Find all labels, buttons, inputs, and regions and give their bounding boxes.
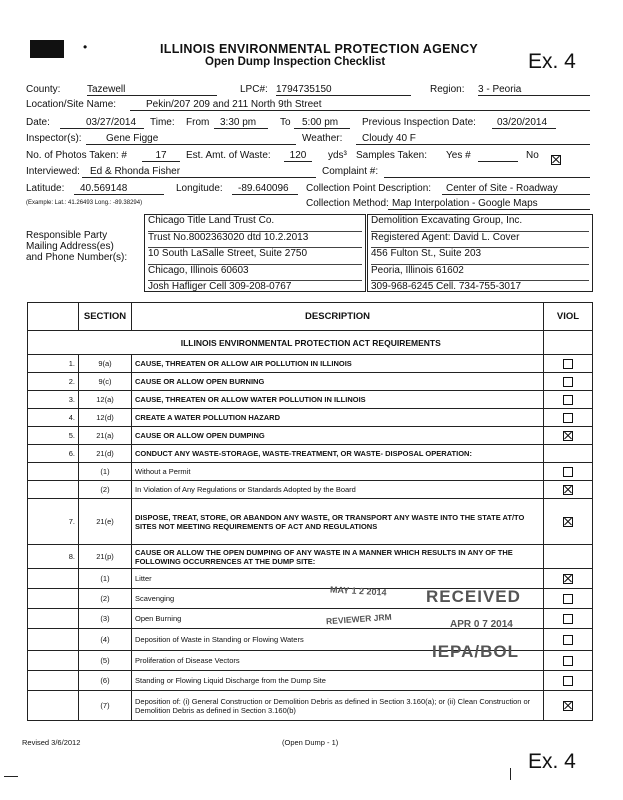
rp1-line: Trust No.8002363020 dtd 10.2.2013	[148, 232, 362, 249]
row-description: DISPOSE, TREAT, STORE, OR ABANDON ANY WASTE, OR TRANSPORT ANY WASTE INTO THE STATE AT/TO SITES NOT MEETING REQUIREMENTS OF ACT AND REGULATIONS	[132, 499, 544, 545]
row-description: CAUSE, THREATEN OR ALLOW WATER POLLUTION IN ILLINOIS	[132, 391, 544, 409]
row-number: 7.	[28, 499, 79, 545]
viol-checkbox[interactable]	[563, 359, 573, 369]
longitude-value: -89.640096	[232, 183, 298, 195]
rp2-line: Peoria, Illinois 61602	[371, 265, 589, 282]
rp1-line: Chicago Title Land Trust Co.	[148, 215, 362, 232]
rp1-line: Josh Hafliger Cell 309-208-0767	[148, 281, 292, 292]
row-viol	[544, 589, 593, 609]
waste-unit: yds³	[328, 150, 347, 161]
row-section: (5)	[79, 651, 132, 671]
viol-checkbox[interactable]	[563, 594, 573, 604]
table-header-row	[28, 303, 593, 331]
row-description: In Violation of Any Regulations or Standards Adopted by the Board	[132, 481, 544, 499]
table-row	[28, 691, 593, 721]
row-description: Deposition of Waste in Standing or Flowing Waters	[132, 629, 544, 651]
photos-label: No. of Photos Taken: #	[26, 150, 127, 161]
lpc-label: LPC#:	[240, 84, 268, 95]
exhibit-label-top: Ex. 4	[528, 50, 576, 73]
longitude-label: Longitude:	[176, 183, 223, 194]
time-to-value: 5:00 pm	[294, 117, 350, 129]
row-number	[28, 589, 79, 609]
latitude-label: Latitude:	[26, 183, 65, 194]
table-row	[28, 671, 593, 691]
interviewed-value: Ed & Rhonda Fisher	[82, 166, 316, 178]
row-viol	[544, 671, 593, 691]
row-section: 21(p)	[79, 545, 132, 569]
row-viol	[544, 545, 593, 569]
viol-checkbox-checked[interactable]	[563, 517, 573, 527]
viol-checkbox-checked[interactable]	[563, 431, 573, 441]
row-description: Scavenging	[132, 589, 544, 609]
row-viol	[544, 409, 593, 427]
row-viol	[544, 391, 593, 409]
group-heading-row	[28, 331, 593, 355]
complaint-field	[384, 166, 590, 178]
rp1-line: 10 South LaSalle Street, Suite 2750	[148, 248, 362, 265]
weather-value: Cloudy 40 F	[356, 133, 590, 145]
row-section: (1)	[79, 569, 132, 589]
row-number: 3.	[28, 391, 79, 409]
weather-label: Weather:	[302, 133, 343, 144]
row-description: Open Burning	[132, 609, 544, 629]
row-section: (2)	[79, 589, 132, 609]
row-viol	[544, 651, 593, 671]
location-value: Pekin/207 209 and 211 North 9th Street	[130, 99, 590, 111]
row-viol	[544, 499, 593, 545]
table-row	[28, 499, 593, 545]
inspectors-label: Inspector(s):	[26, 133, 82, 144]
date-label: Date:	[26, 117, 50, 128]
row-section: (2)	[79, 481, 132, 499]
interviewed-label: Interviewed:	[26, 166, 80, 177]
rp1-line: Chicago, Illinois 60603	[148, 265, 362, 282]
previous-inspection-value: 03/20/2014	[492, 117, 556, 129]
previous-inspection-label: Previous Inspection Date:	[362, 117, 476, 128]
apr-date-stamp: APR 0 7 2014	[450, 619, 513, 630]
table-row	[28, 355, 593, 373]
table-row	[28, 463, 593, 481]
waste-amount-value: 120	[284, 150, 312, 162]
row-section: 12(a)	[79, 391, 132, 409]
row-description: CAUSE, THREATEN OR ALLOW AIR POLLUTION IN ILLINOIS	[132, 355, 544, 373]
row-viol	[544, 373, 593, 391]
row-description: CREATE A WATER POLLUTION HAZARD	[132, 409, 544, 427]
form-subtitle: Open Dump Inspection Checklist	[205, 56, 386, 68]
viol-checkbox-checked[interactable]	[563, 701, 573, 711]
row-description: Standing or Flowing Liquid Discharge from the Dump Site	[132, 671, 544, 691]
row-description: CAUSE OR ALLOW THE OPEN DUMPING OF ANY WASTE IN A MANNER WHICH RESULTS IN ANY OF THE FOLLOWING OCCURRENCES AT THE DUMP SITE:	[132, 545, 544, 569]
row-number: 5.	[28, 427, 79, 445]
region-label: Region:	[430, 84, 465, 95]
responsible-party-1	[144, 214, 366, 292]
row-number	[28, 629, 79, 651]
samples-no-checkbox[interactable]	[551, 155, 561, 165]
row-section: (7)	[79, 691, 132, 721]
row-number: 6.	[28, 445, 79, 463]
row-number: 8.	[28, 545, 79, 569]
row-description: CONDUCT ANY WASTE-STORAGE, WASTE-TREATMENT, OR WASTE- DISPOSAL OPERATION:	[132, 445, 544, 463]
county-label: County:	[26, 84, 61, 95]
row-section: (6)	[79, 671, 132, 691]
row-number: 2.	[28, 373, 79, 391]
example-coordinates: (Example: Lat.: 41.26493 Long.: -89.38294)	[26, 200, 143, 206]
collection-point-value: Center of Site - Roadway	[442, 183, 590, 195]
region-value: 3 - Peoria	[478, 84, 590, 96]
collection-method-value: Map Interpolation - Google Maps	[388, 198, 590, 210]
complaint-label: Complaint #:	[322, 166, 379, 177]
waste-amount-label: Est. Amt. of Waste:	[186, 150, 271, 161]
viol-checkbox-checked[interactable]	[563, 574, 573, 584]
redaction-block	[30, 40, 64, 58]
row-viol	[544, 463, 593, 481]
row-description: CAUSE OR ALLOW OPEN BURNING	[132, 373, 544, 391]
viol-checkbox-checked[interactable]	[563, 485, 573, 495]
row-number	[28, 609, 79, 629]
table-row	[28, 481, 593, 499]
row-section: (3)	[79, 609, 132, 629]
row-number: 1.	[28, 355, 79, 373]
row-description: Litter	[132, 569, 544, 589]
viol-checkbox[interactable]	[563, 676, 573, 686]
row-viol	[544, 445, 593, 463]
row-description: CAUSE OR ALLOW OPEN DUMPING	[132, 427, 544, 445]
page-label: (Open Dump - 1)	[282, 738, 339, 747]
lpc-value: 1794735150	[276, 84, 411, 96]
collection-point-label: Collection Point Description:	[306, 183, 432, 194]
row-section: 12(d)	[79, 409, 132, 427]
iepa-stamp: IEPA/BOL	[432, 642, 520, 661]
rp2-line: Demolition Excavating Group, Inc.	[371, 215, 589, 232]
row-number	[28, 671, 79, 691]
viol-checkbox[interactable]	[563, 377, 573, 387]
responsible-party-label: Responsible Party Mailing Address(es) and Phone Number(s):	[26, 230, 128, 263]
row-viol	[544, 427, 593, 445]
row-section: 21(d)	[79, 445, 132, 463]
row-viol	[544, 609, 593, 629]
row-section: 21(e)	[79, 499, 132, 545]
row-number	[28, 481, 79, 499]
time-label: Time:	[150, 117, 175, 128]
samples-label: Samples Taken:	[356, 150, 427, 161]
from-label: From	[186, 117, 210, 128]
received-stamp: RECEIVED	[426, 587, 521, 606]
rp2-line: Registered Agent: David L. Cover	[371, 232, 589, 249]
collection-method-label: Collection Method:	[306, 198, 389, 209]
row-viol	[544, 629, 593, 651]
row-number	[28, 569, 79, 589]
date-stamp: MAY 1 2 2014	[329, 584, 387, 598]
table-row	[28, 373, 593, 391]
table-row	[28, 445, 593, 463]
row-description: Deposition of: (i) General Construction or Demolition Debris as defined in Section 3.160(a); or (ii) Clean Construction or Demolition Debris as defined in Section 3.160(b)	[132, 691, 544, 721]
revised-date: Revised 3/6/2012	[22, 738, 81, 747]
viol-checkbox[interactable]	[563, 614, 573, 624]
table-row	[28, 427, 593, 445]
samples-yes-field	[478, 150, 518, 162]
row-number: 4.	[28, 409, 79, 427]
county-value: Tazewell	[87, 84, 217, 96]
rp2-line: 456 Fulton St., Suite 203	[371, 248, 589, 265]
corner-mark-bl	[4, 776, 18, 777]
row-viol	[544, 481, 593, 499]
latitude-value: 40.569148	[74, 183, 164, 195]
viol-checkbox[interactable]	[563, 413, 573, 423]
inspector-value: Gene Figge	[86, 133, 296, 145]
photos-value: 17	[142, 150, 180, 162]
viol-checkbox[interactable]	[563, 635, 573, 645]
time-from-value: 3:30 pm	[214, 117, 268, 129]
description-header: DESCRIPTION	[132, 303, 544, 331]
table-row	[28, 545, 593, 569]
row-section: 9(c)	[79, 373, 132, 391]
row-number	[28, 463, 79, 481]
row-description: Without a Permit	[132, 463, 544, 481]
location-label: Location/Site Name:	[26, 99, 117, 110]
stray-mark: •	[83, 40, 88, 54]
viol-header: VIOL	[544, 303, 593, 331]
to-label: To	[280, 117, 291, 128]
corner-mark-br	[510, 768, 511, 780]
table-row	[28, 569, 593, 589]
row-viol	[544, 691, 593, 721]
responsible-party-2	[367, 214, 593, 292]
samples-no-label: No	[526, 150, 539, 161]
row-section: 21(a)	[79, 427, 132, 445]
exhibit-label-bottom: Ex. 4	[528, 750, 576, 773]
table-row	[28, 391, 593, 409]
row-description: Proliferation of Disease Vectors	[132, 651, 544, 671]
viol-checkbox[interactable]	[563, 395, 573, 405]
rp2-line: 309-968-6245 Cell. 734-755-3017	[371, 281, 522, 292]
row-section: (4)	[79, 629, 132, 651]
row-viol	[544, 569, 593, 589]
viol-checkbox[interactable]	[563, 467, 573, 477]
section-header: SECTION	[79, 303, 132, 331]
reviewer-stamp: REVIEWER JRM	[325, 611, 392, 627]
row-section: 9(a)	[79, 355, 132, 373]
date-value: 03/27/2014	[60, 117, 144, 129]
table-row	[28, 409, 593, 427]
samples-yes-label: Yes #	[446, 150, 471, 161]
agency-title: ILLINOIS ENVIRONMENTAL PROTECTION AGENCY	[160, 42, 479, 56]
viol-checkbox[interactable]	[563, 656, 573, 666]
row-section: (1)	[79, 463, 132, 481]
row-number	[28, 691, 79, 721]
row-viol	[544, 355, 593, 373]
row-number	[28, 651, 79, 671]
group-heading: ILLINOIS ENVIRONMENTAL PROTECTION ACT REQUIREMENTS	[79, 331, 544, 355]
